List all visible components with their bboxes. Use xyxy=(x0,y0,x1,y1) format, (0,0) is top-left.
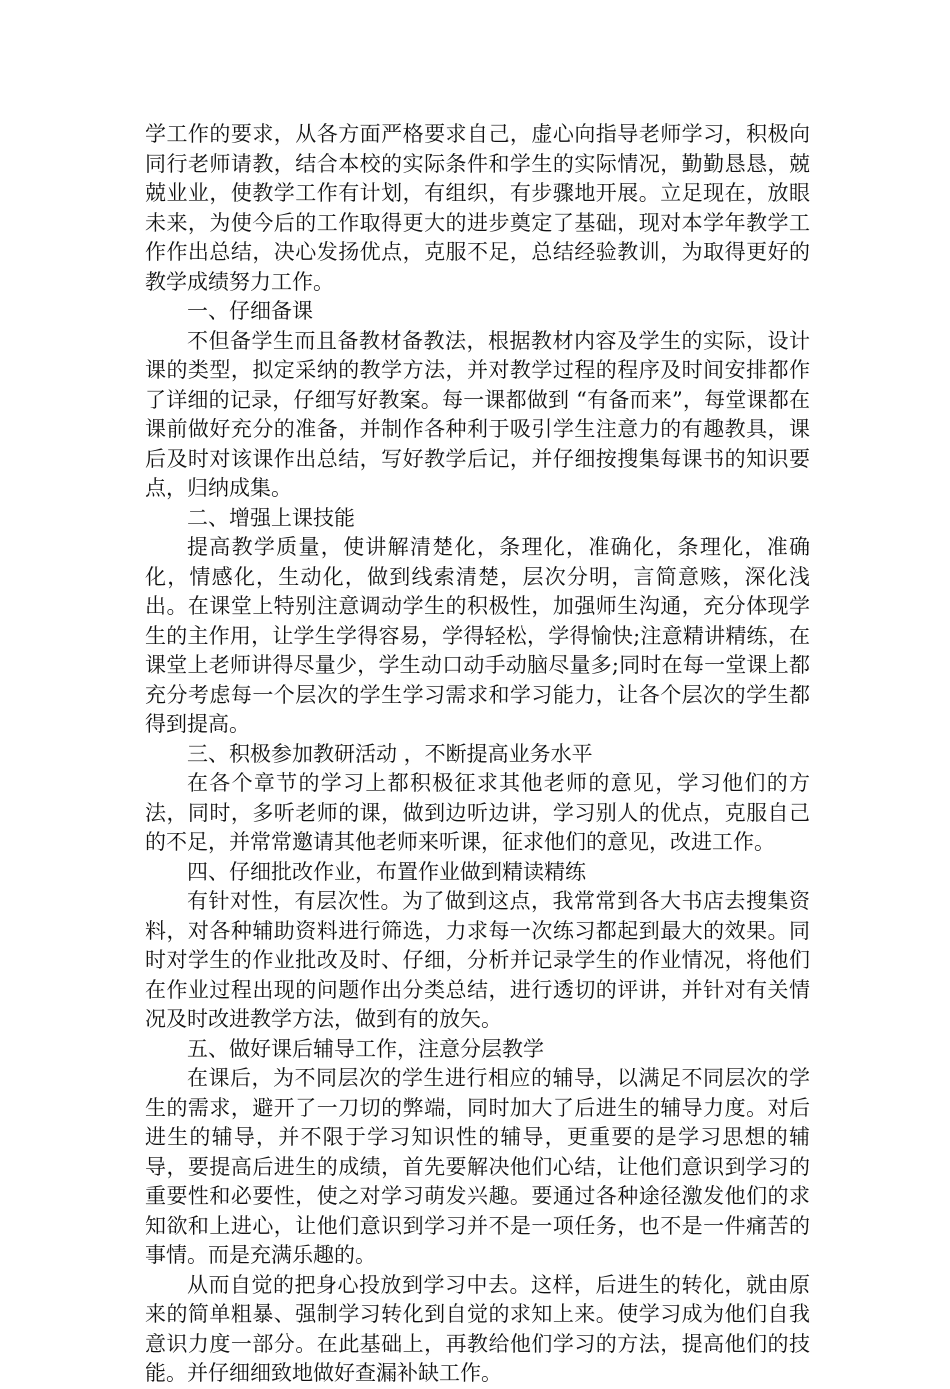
section-heading-2: 二、增强上课技能 xyxy=(187,505,355,530)
section-3-paragraph: 在各个章节的学习上都积极征求其他老师的意见，学习他们的方法，同时，多听老师的课，做到边听边讲，学习别人的优点，克服自己的不足，并常常邀请其他老师来听课，征求他们的意见，改进工作。 xyxy=(145,771,810,854)
section-heading-5: 五、做好课后辅导工作，注意分层教学 xyxy=(187,1036,544,1061)
section-4-paragraph: 有针对性，有层次性。为了做到这点，我常常到各大书店去搜集资料，对各种辅助资料进行筛选，力求每一次练习都起到最大的效果。同时对学生的作业批改及时、仔细，分析并记录学生的作业情况，将他们在作业过程出现的问题作出分类总结，进行透切的评讲，并针对有关情况及时改进教学方法，做到有的放矢。 xyxy=(145,889,810,1031)
section-heading-4: 四、仔细批改作业，布置作业做到精读精练 xyxy=(187,859,586,884)
section-5-paragraph-2: 从而自觉的把身心投放到学习中去。这样，后进生的转化，就由原来的简单粗暴、强制学习转化到自觉的求知上来。使学习成为他们自我意识力度一部分。在此基础上，再教给他们学习的方法，提高他们的技能。并仔细细致地做好查漏补缺工作。 xyxy=(145,1272,810,1385)
intro-paragraph: 学工作的要求，从各方面严格要求自己，虚心向指导老师学习，积极向同行老师请教，结合本校的实际条件和学生的实际情况，勤勤恳恳，兢兢业业，使教学工作有计划，有组织，有步骤地开展。立足现在，放眼未来，为使今后的工作取得更大的进步奠定了基础，现对本学年教学工作作出总结，决心发扬优点，克服不足，总结经验教训，为取得更好的教学成绩努力工作。 xyxy=(145,122,810,294)
section-1-paragraph: 不但备学生而且备教材备教法，根据教材内容及学生的实际，设计课的类型，拟定采纳的教学方法，并对教学过程的程序及时间安排都作了详细的记录，仔细写好教案。每一课都做到 “有备而来”，每堂课都在课前做好充分的准备，并制作各种利于吸引学生注意力的有趣教具，课后及时对该课作出总结，写好教学后记，并仔细按搜集每课书的知识要点，归纳成集。 xyxy=(145,328,810,500)
section-2-paragraph: 提高教学质量，使讲解清楚化，条理化，准确化，条理化，准确化，情感化，生动化，做到线索清楚，层次分明，言简意赅，深化浅出。在课堂上特别注意调动学生的积极性，加强师生沟通，充分体现学生的主作用，让学生学得容易，学得轻松，学得愉快;注意精讲精练，在课堂上老师讲得尽量少，学生动口动手动脑尽量多;同时在每一堂课上都充分考虑每一个层次的学生学习需求和学习能力，让各个层次的学生都得到提高。 xyxy=(145,535,810,736)
section-5-paragraph-1: 在课后，为不同层次的学生进行相应的辅导，以满足不同层次的学生的需求，避开了一刀切的弊端，同时加大了后进生的辅导力度。对后进生的辅导，并不限于学习知识性的辅导，更重要的是学习思想的辅导，要提高后进生的成绩，首先要解决他们心结，让他们意识到学习的重要性和必要性，使之对学习萌发兴趣。要通过各种途径激发他们的求知欲和上进心，让他们意识到学习并不是一项任务，也不是一件痛苦的事情。而是充满乐趣的。 xyxy=(145,1066,810,1267)
section-heading-3: 三、积极参加教研活动 ，不断提高业务水平 xyxy=(187,741,593,766)
section-heading-1: 一、仔细备课 xyxy=(187,299,313,323)
document-page xyxy=(145,120,810,1389)
